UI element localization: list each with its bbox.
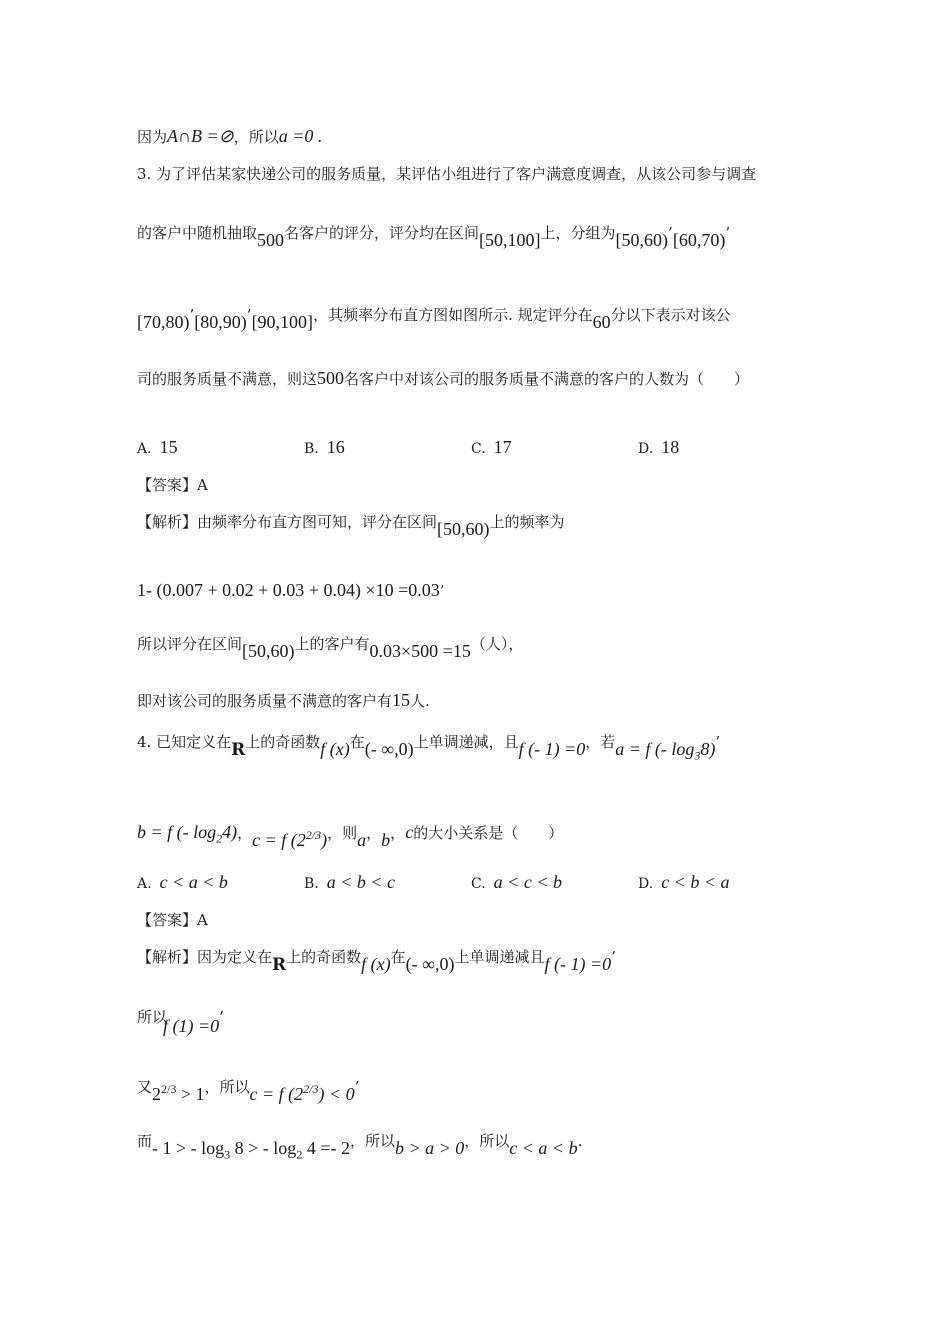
text: 在 <box>390 948 406 966</box>
formula <box>615 739 716 763</box>
formula: f (1) =0 <box>163 1016 220 1036</box>
text: 又 <box>137 1078 153 1096</box>
text: ’ <box>611 948 616 966</box>
formula: b > a > 0 <box>394 1138 465 1158</box>
text: ，若 <box>585 733 616 751</box>
text: 3. 为了评估某家快递公司的服务质量，某评估小组进行了客户满意度调查，从该公司参与调查 <box>137 165 757 183</box>
text: 司的服务质量不满意，则这 <box>137 370 318 388</box>
option-value: 16 <box>326 437 345 457</box>
q3-stem-line-3 <box>137 304 731 332</box>
text: ， <box>366 824 382 842</box>
formula <box>152 1138 350 1162</box>
subscript: 3 <box>694 748 701 763</box>
text: ’ <box>439 582 445 600</box>
formula-part: b = f (- log <box>137 822 217 842</box>
subscript: 2 <box>296 1147 303 1162</box>
formula: 15 <box>392 690 411 710</box>
formula-part: 4) <box>222 822 238 842</box>
text: （人）， <box>470 635 524 653</box>
text: ， <box>390 824 406 842</box>
q4-option-b <box>304 872 395 893</box>
option-label: C. <box>471 876 486 892</box>
formula-part: ) < 0 <box>318 1084 355 1104</box>
option-label: D. <box>638 441 654 457</box>
formula: (- ∞,0) <box>405 954 455 974</box>
text: ，其频率分布直方图如图所示. 规定评分在 <box>313 306 593 324</box>
text: 上单调递减且 <box>454 948 545 966</box>
text: ’ <box>219 1008 224 1026</box>
q3-solution-line-1 <box>137 511 565 539</box>
q4-option-c <box>471 872 562 893</box>
text: 人. <box>410 692 430 710</box>
q3-answer <box>137 474 208 495</box>
option-value: c < a < b <box>159 872 228 892</box>
formula-part: c = f (2 <box>252 830 306 850</box>
text: 的大小关系是（ ） <box>413 824 564 842</box>
formula: 500 <box>317 368 345 388</box>
formula: [90,100] <box>251 312 314 332</box>
text: 【解析】因为定义在 <box>137 948 273 966</box>
formula: f (x) <box>361 954 391 974</box>
subscript: 2 <box>216 831 223 846</box>
formula: 0.03×500 =15 <box>369 641 471 661</box>
q3-stem-line-1 <box>137 163 756 184</box>
q3-stem-line-4 <box>137 368 749 389</box>
option-label: A. <box>137 441 152 457</box>
text: ’ <box>354 1078 360 1096</box>
formula: R <box>272 955 287 975</box>
text: 分以下表示对该公 <box>610 306 731 324</box>
text: ’ <box>715 733 721 751</box>
q4-answer <box>137 909 208 930</box>
formula: 1- (0.007 + 0.02 + 0.03 + 0.04) ×10 =0.03 <box>137 580 440 600</box>
formula: (- ∞,0) <box>364 739 414 759</box>
text: ，所以 <box>464 1132 510 1150</box>
q3-solution-line-2 <box>137 580 445 601</box>
text: 所以 <box>137 1008 168 1026</box>
option-label: C. <box>471 441 486 457</box>
q3-option-b <box>304 437 345 458</box>
text: ， <box>237 824 253 842</box>
formula: A∩B =⊘ <box>167 126 234 146</box>
q3-stem-line-2 <box>137 222 731 250</box>
q3-option-a <box>137 437 178 458</box>
exponent: 2/3 <box>305 828 322 842</box>
text: ，则 <box>327 824 358 842</box>
formula: [60,70) <box>672 230 726 250</box>
q4-solution-line-2 <box>137 1006 224 1036</box>
formula <box>152 1084 205 1104</box>
formula: a =0 . <box>278 126 323 146</box>
formula-part: 2 <box>152 1084 162 1104</box>
formula: f (x) <box>320 739 350 759</box>
option-label: B. <box>304 876 319 892</box>
text: 上的客户有 <box>294 635 370 653</box>
option-value: 17 <box>493 437 512 457</box>
text: 上的奇函数 <box>286 948 362 966</box>
formula: b <box>381 830 391 850</box>
q3-option-d <box>638 437 679 458</box>
text: ，所以 <box>233 128 279 146</box>
formula: 500 <box>257 230 285 250</box>
text: 因为 <box>137 128 168 146</box>
formula <box>137 822 238 846</box>
formula: c <box>405 822 414 842</box>
formula: a <box>357 830 367 850</box>
option-value: c < b < a <box>661 872 730 892</box>
q4-solution-line-1 <box>137 946 616 975</box>
text: 【解析】由频率分布直方图可知，评分在区间 <box>137 513 438 531</box>
text: 4. 已知定义在 <box>137 733 232 751</box>
formula: f (- 1) =0 <box>518 739 586 759</box>
text: ，所以 <box>349 1132 395 1150</box>
text: 名客户中对该公司的服务质量不满意的客户的人数为（ ） <box>344 370 750 388</box>
answer-text: 【答案】A <box>137 476 208 494</box>
formula-part: 8) <box>700 739 716 759</box>
formula: f (- 1) =0 <box>544 954 612 974</box>
q3-option-c <box>471 437 512 458</box>
formula: [80,90) <box>194 312 247 332</box>
q4-solution-line-3 <box>137 1074 360 1104</box>
formula: [50,60) <box>242 641 295 661</box>
formula <box>250 1084 355 1104</box>
formula: [50,60) <box>615 230 669 250</box>
text: ’ <box>668 224 673 242</box>
q4-option-d <box>638 872 729 893</box>
option-value: 15 <box>159 437 178 457</box>
text: ，所以 <box>204 1078 250 1096</box>
q3-solution-line-4 <box>137 690 430 711</box>
option-label: D. <box>638 876 654 892</box>
option-value: a < c < b <box>493 872 562 892</box>
formula: 60 <box>592 312 611 332</box>
formula-part: - 1 > - log <box>152 1138 225 1158</box>
subscript: 3 <box>224 1147 231 1162</box>
text: 而 <box>137 1132 153 1150</box>
text: 即对该公司的服务质量不满意的客户有 <box>137 692 393 710</box>
text: 名客户的评分，评分均在区间 <box>284 224 480 242</box>
text: ’ <box>246 306 252 324</box>
formula-part: a = f (- log <box>615 739 695 759</box>
formula: [50,60) <box>437 519 490 539</box>
intro-line <box>137 126 322 147</box>
q4-stem-line-1 <box>137 731 721 763</box>
option-label: A. <box>137 876 152 892</box>
answer-text: 【答案】A <box>137 911 208 929</box>
text: 上，分组为 <box>540 224 616 242</box>
exponent: 2/3 <box>161 1082 177 1096</box>
text: 上的频率为 <box>489 513 565 531</box>
text: ’ <box>189 306 195 324</box>
formula-part: 4 =- 2 <box>302 1138 350 1158</box>
option-value: 18 <box>661 437 680 457</box>
text: 在 <box>349 733 365 751</box>
q4-solution-line-4 <box>137 1130 583 1162</box>
formula-part: c = f (2 <box>249 1084 304 1104</box>
q3-solution-line-3 <box>137 633 524 661</box>
formula: [70,80) <box>137 312 190 332</box>
formula-part: ) <box>321 830 328 850</box>
text: 的客户中随机抽取 <box>137 224 258 242</box>
formula-part: 8 > - log <box>230 1138 297 1158</box>
text: 所以评分在区间 <box>137 635 243 653</box>
option-value: a < b < c <box>326 872 396 892</box>
exponent: 2/3 <box>303 1082 319 1096</box>
q4-stem-line-2 <box>137 820 564 850</box>
formula: c < a < b <box>509 1138 578 1158</box>
text: 上单调递减，且 <box>413 733 519 751</box>
option-label: B. <box>304 441 319 457</box>
formula: R <box>231 740 246 760</box>
text: ’ <box>725 224 731 242</box>
formula <box>252 830 327 850</box>
formula: [50,100] <box>479 230 541 250</box>
formula-part: > 1 <box>176 1084 205 1104</box>
text: 上的奇函数 <box>245 733 321 751</box>
text: . <box>577 1132 583 1150</box>
q4-option-a <box>137 872 228 893</box>
